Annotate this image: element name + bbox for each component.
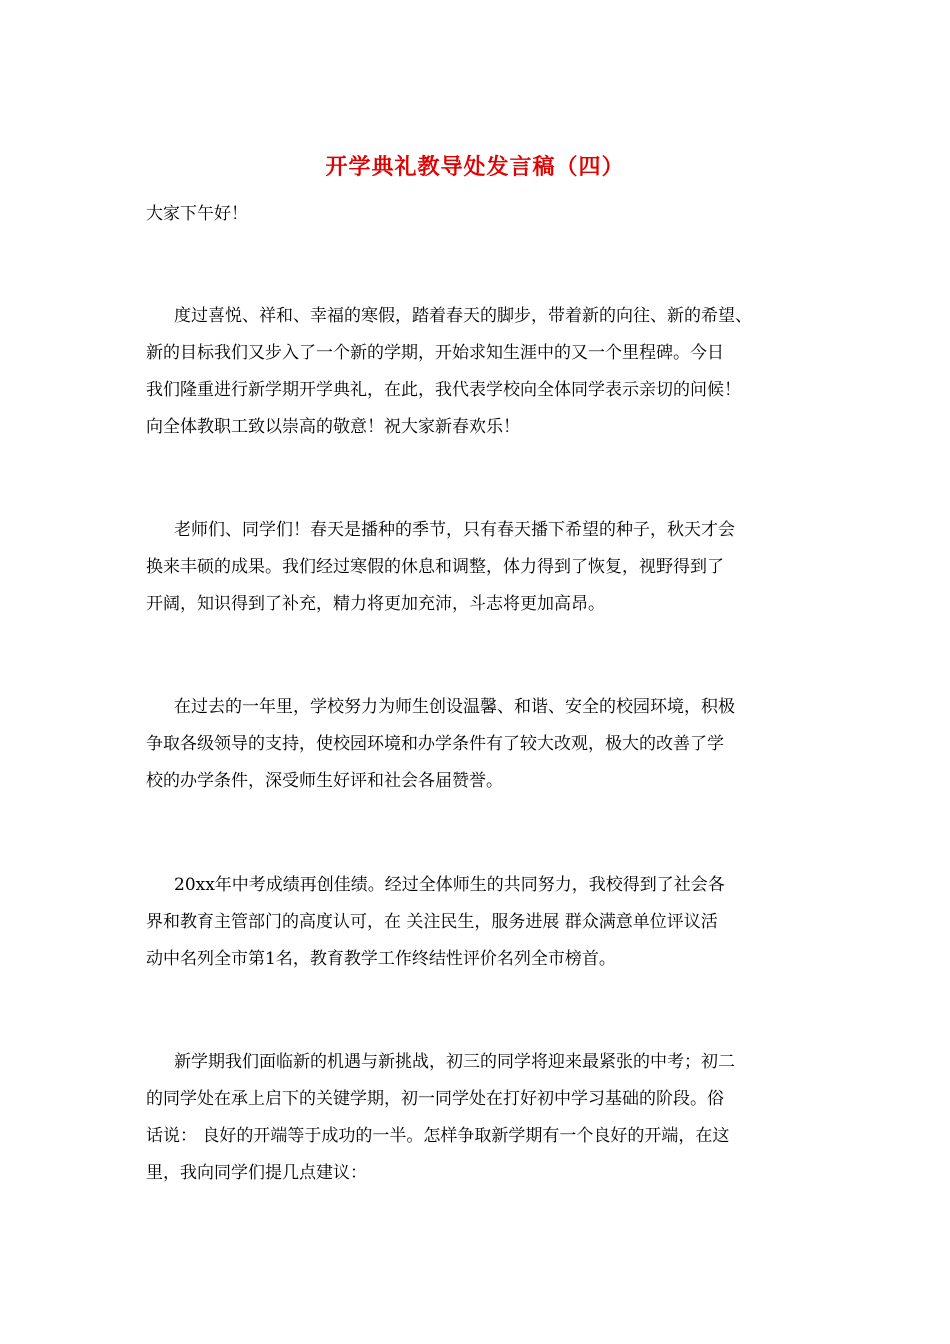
- paragraph-line: 话说： 良好的开端等于成功的一半。怎样争取新学期有一个良好的开端，在这: [146, 1126, 730, 1146]
- paragraph-5: [146, 1044, 818, 1192]
- paragraph-line: 老师们、同学们！春天是播种的季节，只有春天播下希望的种子，秋天才会: [174, 520, 735, 540]
- greeting: 大家下午好！: [146, 204, 248, 224]
- paragraph-line: 换来丰硕的成果。我们经过寒假的休息和调整，体力得到了恢复，视野得到了: [146, 557, 724, 577]
- paragraph-line: 里，我向同学们提几点建议：: [146, 1163, 367, 1183]
- paragraph-line: 的同学处在承上启下的关键学期，初一同学处在打好初中学习基础的阶段。俗: [146, 1089, 724, 1109]
- paragraph-line: 新学期我们面临新的机遇与新挑战，初三的同学将迎来最紧张的中考；初二: [174, 1052, 735, 1072]
- paragraph-2: [146, 512, 818, 623]
- paragraph-line: 度过喜悦、祥和、幸福的寒假，踏着春天的脚步，带着新的向往、新的希望、: [174, 306, 752, 326]
- paragraph-3: [146, 689, 818, 800]
- paragraph-1: [146, 298, 818, 446]
- document-title: 开学典礼教导处发言稿（四）: [325, 154, 625, 180]
- paragraph-line: 校的办学条件，深受师生好评和社会各届赞誉。: [146, 771, 503, 791]
- paragraph-line: 在过去的一年里，学校努力为师生创设温馨、和谐、安全的校园环境，积极: [174, 697, 735, 717]
- paragraph-line: 动中名列全市第1名，教育教学工作终结性评价名列全市榜首。: [146, 949, 616, 969]
- paragraph-line: 新的目标我们又步入了一个新的学期，开始求知生涯中的又一个里程碑。今日: [146, 343, 724, 363]
- paragraph-line: 20xx年中考成绩再创佳绩。经过全体师生的共同努力，我校得到了社会各: [174, 875, 725, 895]
- paragraph-line: 向全体教职工致以崇高的敬意！祝大家新春欢乐！: [146, 417, 520, 437]
- paragraph-4: [146, 867, 818, 978]
- paragraph-line: 争取各级领导的支持，使校园环境和办学条件有了较大改观，极大的改善了学: [146, 734, 724, 754]
- paragraph-line: 开阔，知识得到了补充，精力将更加充沛，斗志将更加高昂。: [146, 594, 605, 614]
- paragraph-line: 我们隆重进行新学期开学典礼，在此，我代表学校向全体同学表示亲切的问候！: [146, 380, 741, 400]
- paragraph-line: 界和教育主管部门的高度认可，在 关注民生，服务进展 群众满意单位评议活: [146, 912, 718, 932]
